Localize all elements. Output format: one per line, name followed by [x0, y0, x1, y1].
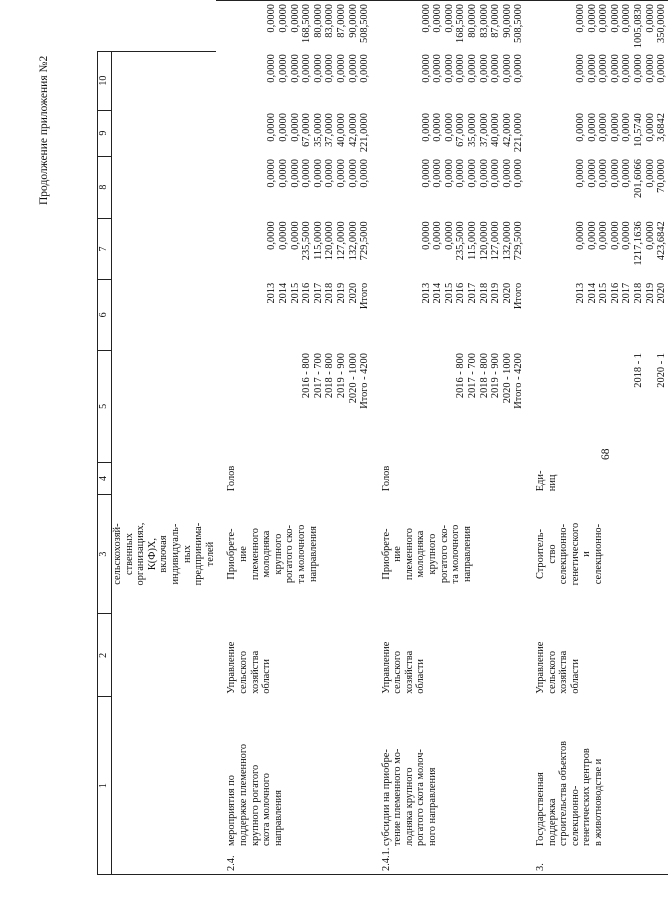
- executor: Управление сельского хозяйства области: [380, 641, 427, 694]
- funding-c10: 0,0000 0,0000 0,0000 0,0000 0,0000 1005,0830 0,0000 350,0000: [525, 1, 668, 52]
- column-number: 4: [98, 463, 112, 494]
- column-number: 3: [98, 494, 112, 614]
- appendix-continuation-note: Продолжение приложения №2: [38, 55, 50, 205]
- program-row: [216, 1, 370, 875]
- funding-c9: 0,0000 0,0000 0,0000 0,0000 0,0000 0,0000 0,0000 0,0000 0,0000: [266, 54, 371, 83]
- years-list: 2013 2014 2015 2016 2017 2018 2019 2020 Итого: [420, 282, 525, 310]
- program-item: [371, 697, 525, 875]
- funding-c10: 0,0000 0,0000 0,0000 168,5000 80,0000 83,0000 87,0000 90,0000 508,5000: [216, 1, 370, 52]
- executor: Управление сельского хозяйства области: [535, 641, 581, 694]
- column-number-header: [98, 1, 112, 875]
- target-values: 2016 - 800 2017 - 700 2018 - 800 2019 - 900 2020 - 1000 Итого - 4200: [455, 353, 525, 409]
- event-description: Приобрете- ние племенного молодняка крупного рогатого ско- та молочного направления: [226, 524, 319, 584]
- continuation-row: [112, 1, 217, 875]
- funding-c6: 0,0000 0,0000 0,0000 235,5000 115,0000 120,0000 127,0000 132,0000 729,5000: [266, 221, 371, 261]
- unit: Голов: [380, 465, 392, 492]
- column-number: 9: [98, 110, 112, 156]
- funding-c9: 0,0000 0,0000 0,0000 0,0000 0,0000 0,0000 0,0000 0,0000: [575, 54, 668, 83]
- column-number: 2: [98, 614, 112, 697]
- column-number: 10: [98, 51, 112, 110]
- column-number: 8: [98, 156, 112, 218]
- item-description: мероприятия по поддержке племенного крупного рогатого скота молочного направления: [226, 743, 284, 846]
- years-list: 2013 2014 2015 2016 2017 2018 2019 2020 Итого: [266, 282, 371, 310]
- item-number: 3.: [535, 863, 547, 871]
- program-table: [97, 0, 668, 875]
- funding-c9: 0,0000 0,0000 0,0000 0,0000 0,0000 0,0000 0,0000 0,0000 0,0000: [420, 54, 525, 83]
- unit: Голов: [226, 465, 238, 492]
- program-item: [216, 697, 370, 875]
- event-continuation: сельскохозяй- ственных организациях, К(Ф)Х, включая индивидуаль- ных предпринима- телей: [112, 522, 216, 586]
- page-number: 68: [600, 448, 612, 460]
- event-description: Строитель- ство селекционно- генетического и селекционно-: [535, 522, 604, 586]
- event-description: Приобрете- ние племенного молодняка крупного рогатого ско- та молочного направления: [380, 524, 473, 584]
- item-description: субсидии на приобре- тение племенного мо- лодняка крупного рогатого скота молоч- ного направления: [380, 748, 439, 846]
- funding-c8: 0,0000 0,0000 0,0000 0,0000 0,0000 10,5740 0,0000 3,6842: [575, 113, 668, 147]
- program-row: [371, 1, 525, 875]
- item-number: 2.4.: [226, 855, 238, 871]
- column-number: 5: [98, 350, 112, 463]
- funding-c7: 0,0000 0,0000 0,0000 0,0000 0,0000 0,0000 0,0000 0,0000 0,0000: [420, 159, 525, 188]
- item-description: Государственная поддержка строительства объектов селекционно- генетических центров в животноводстве и: [535, 740, 604, 846]
- unit: Еди- ниц: [535, 470, 558, 492]
- column-number: 7: [98, 218, 112, 279]
- item-number: 2.4.1.: [380, 847, 392, 871]
- funding-c8: 0,0000 0,0000 0,0000 67,0000 35,0000 37,0000 40,0000 42,0000 221,0000: [420, 113, 525, 153]
- funding-c6: 0,0000 0,0000 0,0000 235,5000 115,0000 120,0000 127,0000 132,0000 729,5000: [420, 221, 525, 261]
- target-values: 2016 - 800 2017 - 700 2018 - 800 2019 - 900 2020 - 1000 Итого - 4200: [301, 353, 371, 409]
- funding-c7: 0,0000 0,0000 0,0000 0,0000 0,0000 201,6066 0,0000 70,0000: [575, 159, 668, 199]
- years-list: 2013 2014 2015 2016 2017 2018 2019 2020: [575, 282, 668, 304]
- funding-c8: 0,0000 0,0000 0,0000 67,0000 35,0000 37,0000 40,0000 42,0000 221,0000: [266, 113, 371, 153]
- program-row: [525, 1, 668, 875]
- funding-c10: 0,0000 0,0000 0,0000 168,5000 80,0000 83,0000 87,0000 90,0000 508,5000: [371, 1, 525, 52]
- column-number: 6: [98, 280, 112, 350]
- program-item: [525, 697, 668, 875]
- executor: Управление сельского хозяйства области: [226, 641, 273, 694]
- funding-c7: 0,0000 0,0000 0,0000 0,0000 0,0000 0,0000 0,0000 0,0000 0,0000: [266, 159, 371, 188]
- column-number: 1: [98, 697, 112, 875]
- funding-c6: 0,0000 0,0000 0,0000 0,0000 0,0000 1217,1636 0,0000 423,6842: [575, 221, 668, 266]
- target-values: 2018 - 1 2020 - 1: [633, 353, 668, 388]
